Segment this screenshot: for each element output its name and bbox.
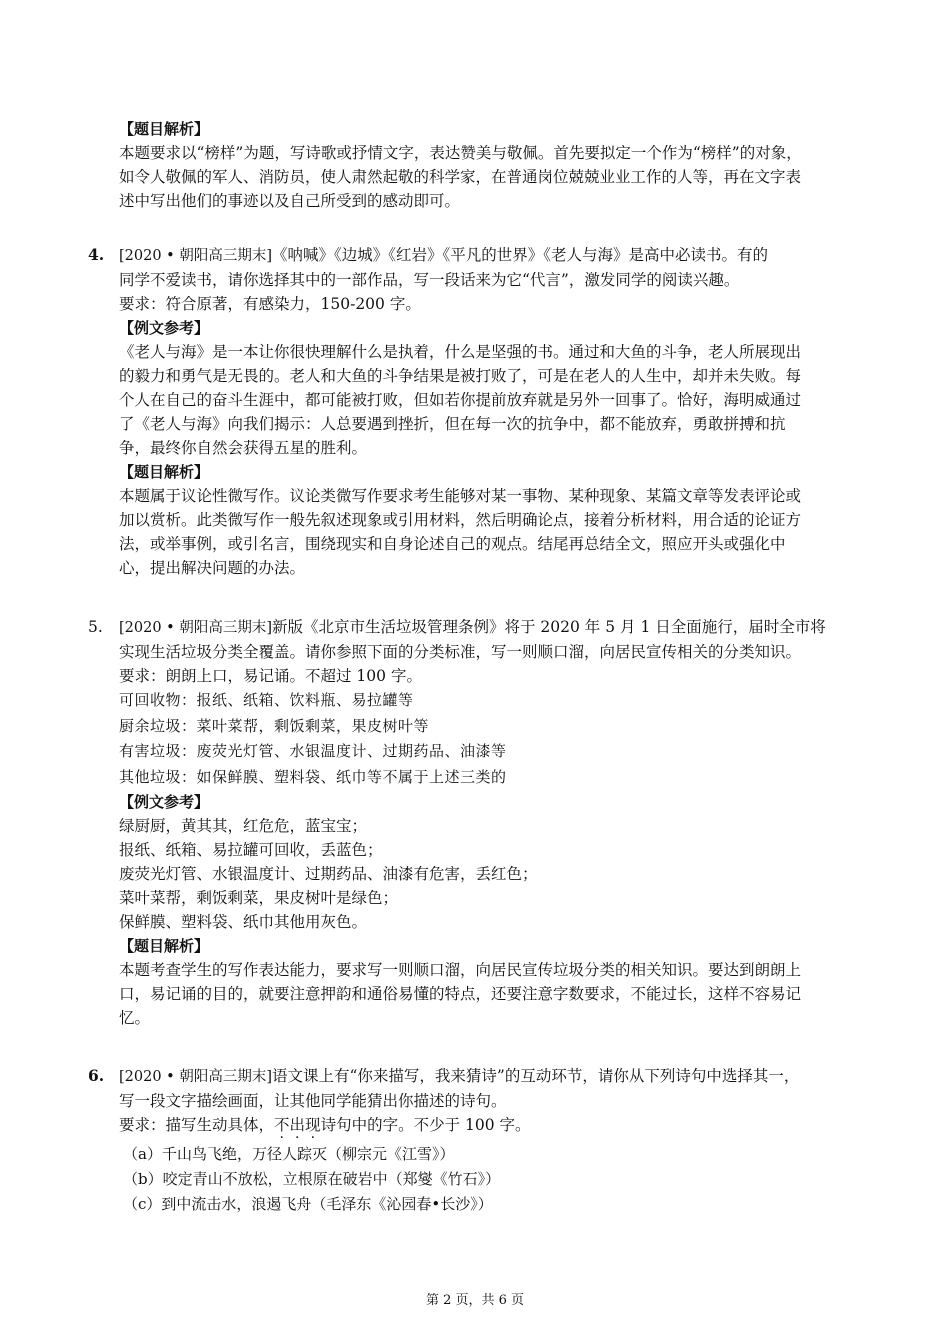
- question-line: 语文课上有“你来描写，我来猜诗”的互动环节，请你从下列诗句中选择其一，: [272, 1067, 800, 1085]
- analysis-line: 口，易记诵的目的，就要注意押韵和通俗易懂的特点，还要注意字数要求，不能过长，这样不容易记: [119, 985, 802, 1003]
- analysis-heading: 【题目解析】: [119, 463, 210, 481]
- question-line: 《呐喊》《边城》《红岩》《平凡的世界》《老人与海》是高中必读书。有的: [272, 246, 769, 264]
- analysis-line: 法，或举事例，或引名言，围绕现实和自身论述自己的观点。结尾再总结全文，照应开头或强化中: [119, 535, 786, 553]
- category-line: 厨余垃圾：菜叶菜帮，剩饭剩菜，果皮树叶等: [119, 716, 430, 735]
- question-number: 4.: [88, 245, 105, 264]
- question-requirement: 要求：朗朗上口，易记诵。不超过 100 字。: [119, 667, 422, 685]
- analysis-line: 忆。: [119, 1009, 151, 1027]
- question-source: [2020 • 朝阳高三期末]: [119, 1069, 272, 1085]
- requirement-prefix: 要求：描写生动具体，: [119, 1116, 275, 1134]
- example-heading: 【例文参考】: [119, 793, 210, 811]
- question-4: [119, 243, 864, 580]
- analysis-heading: 【题目解析】: [119, 937, 210, 955]
- question-line: 同学不爱读书，请你选择其中的一部作品，写一段话来为它“代言”，激发同学的阅读兴趣。: [119, 271, 740, 289]
- analysis-line: 本题属于议论性微写作。议论类微写作要求考生能够对某一事物、某种现象、某篇文章等发表评论或: [119, 487, 802, 505]
- question-5: [119, 615, 864, 1030]
- analysis-line: 心，提出解决问题的办法。: [119, 559, 306, 577]
- analysis-heading: 【题目解析】: [119, 120, 210, 138]
- example-line: 废荧光灯管、水银温度计、过期药品、油漆有危害，丢红色；: [119, 865, 538, 883]
- poem-option: （b）咬定青山不放松，立根原在破岩中（郑燮《竹石》）: [123, 1170, 501, 1188]
- example-line: 了《老人与海》向我们揭示：人总要遇到挫折，但在每一次的抗争中，都不能放弃，勇敢拼搏和抗: [119, 415, 786, 433]
- question-6: [119, 1064, 864, 1217]
- emphasis-char: 不: [274, 1116, 290, 1134]
- question-requirement: 要求：符合原著，有感染力，150-200 字。: [119, 295, 421, 313]
- question-line: 写一段文字描绘画面，让其他同学能猜出你描述的诗句。: [119, 1092, 507, 1110]
- question-source: [2020 • 朝阳高三期末]: [119, 620, 272, 636]
- page-footer: 第 2 页，共 6 页: [425, 1293, 525, 1308]
- analysis-line: 本题要求以“榜样”为题，写诗歌或抒情文字，表达赞美与敬佩。首先要拟定一个作为“榜样”的对象，: [119, 144, 802, 162]
- analysis-line: 如令人敬佩的军人、消防员，使人肃然起敬的科学家，在普通岗位兢兢业业工作的人等，再在文字表: [119, 168, 802, 186]
- category-line: 有害垃圾：废荧光灯管、水银温度计、过期药品、油漆等: [119, 742, 507, 760]
- category-line: 可回收物：报纸、纸箱、饮料瓶、易拉罐等: [119, 691, 414, 709]
- requirement-suffix: 诗句中的字。不少于 100 字。: [320, 1116, 531, 1134]
- question-line: 新版《北京市生活垃圾管理条例》将于 2020 年 5 月 1 日全面施行，届时全市将: [272, 618, 826, 636]
- example-line: 《老人与海》是一本让你很快理解什么是执着，什么是坚强的书。通过和大鱼的斗争，老人所展现出: [119, 343, 802, 361]
- question-line: 实现生活垃圾分类全覆盖。请你参照下面的分类标准，写一则顺口溜，向居民宣传相关的分类知识。: [119, 643, 802, 661]
- poem-option: （a）千山鸟飞绝，万径人踪灭（柳宗元《江雪》）: [123, 1145, 455, 1163]
- analysis-line: 本题考查学生的写作表达能力，要求写一则顺口溜，向居民宣传垃圾分类的相关知识。要达到朗朗上: [119, 961, 802, 979]
- example-line: 的毅力和勇气是无畏的。老人和大鱼的斗争结果是被打败了，可是在老人的人生中，却并未失败。每: [119, 367, 802, 385]
- question-source: [2020 • 朝阳高三期末]: [119, 248, 272, 264]
- poem-option: （c）到中流击水，浪遏飞舟（毛泽东《沁园春•长沙》）: [123, 1195, 493, 1213]
- analysis-line: 述中写出他们的事迹以及自己所受到的感动即可。: [119, 192, 461, 210]
- question-requirement: [119, 1113, 864, 1137]
- emphasis-char: 现: [305, 1116, 321, 1134]
- q3-analysis: [119, 117, 864, 213]
- question-number: 6.: [88, 1066, 105, 1085]
- example-line: 菜叶菜帮，剩饭剩菜，果皮树叶是绿色；: [119, 889, 399, 907]
- example-heading: 【例文参考】: [119, 319, 210, 337]
- example-line: 绿厨厨，黄其其，红危危，蓝宝宝；: [119, 817, 368, 835]
- category-line: 其他垃圾：如保鲜膜、塑料袋、纸巾等不属于上述三类的: [119, 767, 507, 786]
- example-line: 保鲜膜、塑料袋、纸巾其他用灰色。: [119, 913, 368, 931]
- example-line: 争，最终你自然会获得五星的胜利。: [119, 439, 368, 457]
- analysis-line: 加以赏析。此类微写作一般先叙述现象或引用材料，然后明确论点，接着分析材料，用合适的论证方: [119, 511, 802, 529]
- example-line: 报纸、纸箱、易拉罐可回收，丢蓝色；: [119, 841, 383, 859]
- example-line: 个人在自己的奋斗生涯中，都可能被打败，但如若你提前放弃就是另外一回事了。恰好，海明威通过: [119, 391, 802, 409]
- emphasis-char: 出: [289, 1116, 306, 1134]
- question-number: 5.: [88, 618, 103, 636]
